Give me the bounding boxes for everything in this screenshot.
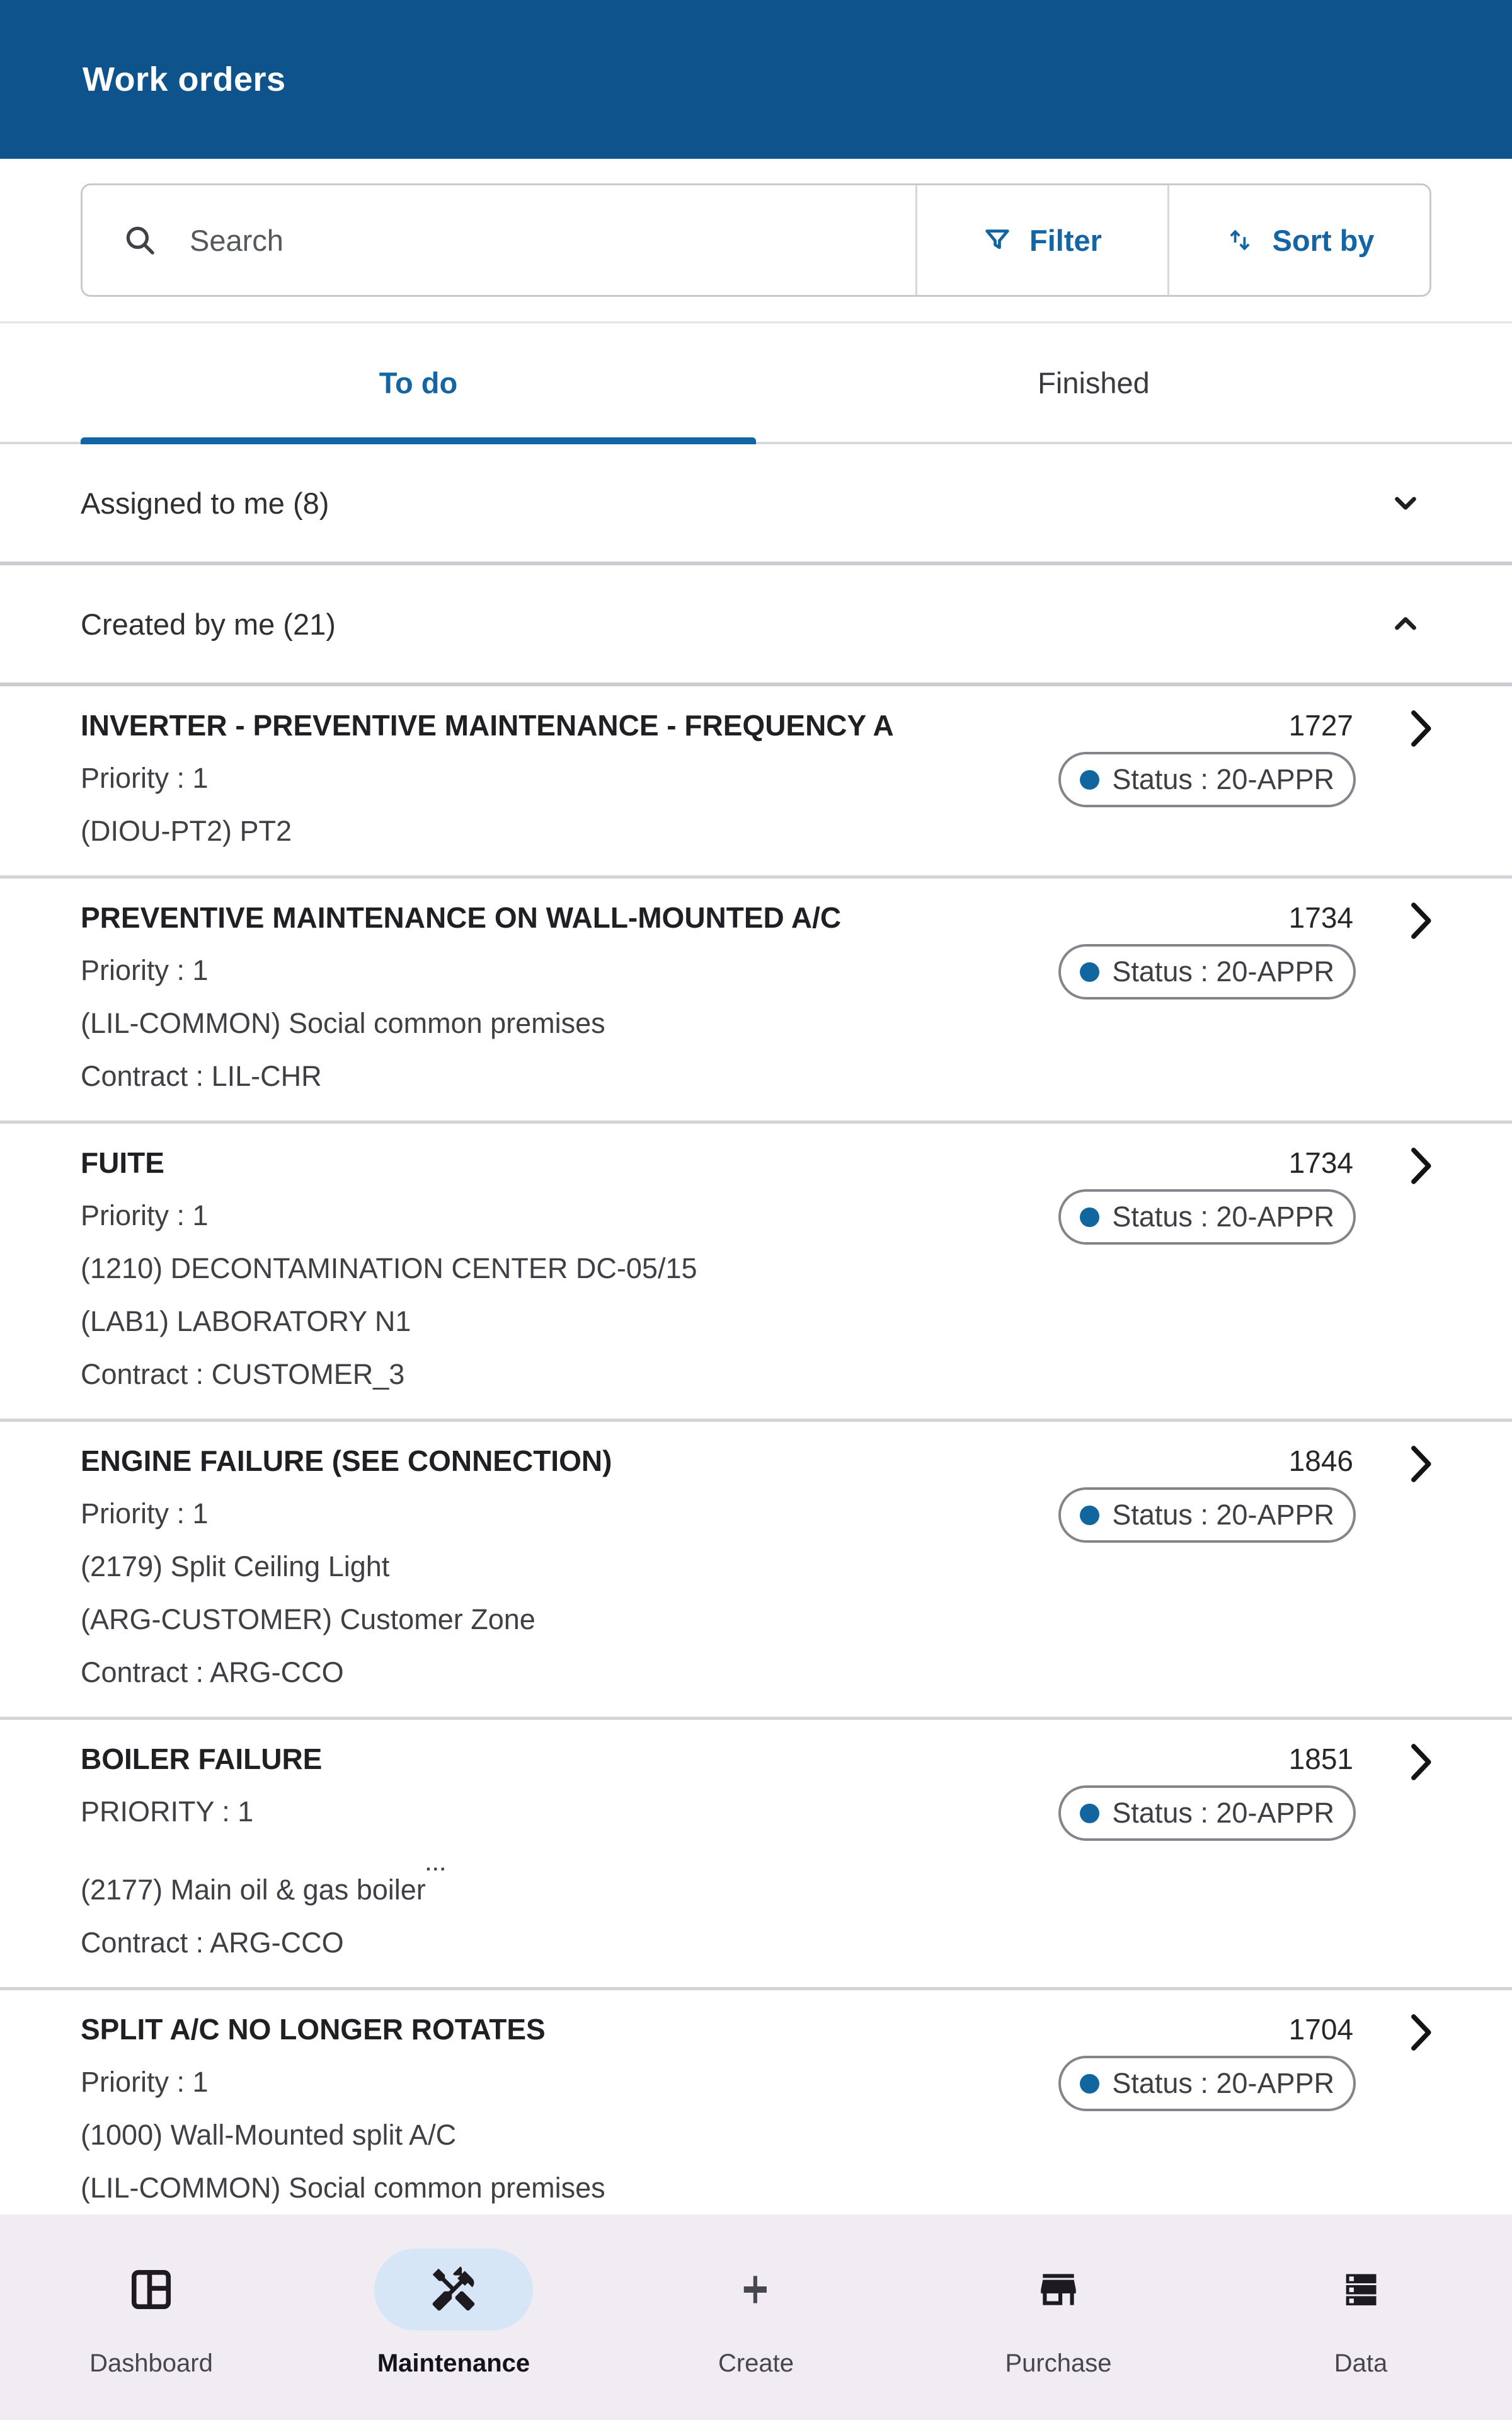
search-bar — [81, 183, 1431, 297]
chevron-right-icon[interactable] — [1407, 901, 1436, 940]
search-field-region[interactable] — [83, 185, 915, 295]
sort-button[interactable] — [1167, 185, 1429, 295]
status-dot-icon — [1080, 962, 1099, 982]
work-order-number: 1704 — [1288, 2013, 1353, 2046]
status-dot-icon — [1080, 1207, 1099, 1227]
nav-item-purchase[interactable] — [907, 2249, 1210, 2420]
tab-finished[interactable] — [756, 323, 1431, 442]
active-nav-pill — [374, 2249, 533, 2331]
work-order-detail: Priority : 1 — [81, 762, 209, 794]
status-dot-icon — [1080, 1506, 1099, 1525]
section-created-by-me[interactable] — [0, 565, 1512, 686]
work-order-detail: Contract : LIL-CHR — [81, 1060, 322, 1092]
work-order-row[interactable] — [0, 879, 1512, 1124]
search-input[interactable] — [190, 223, 915, 258]
tab-todo-label: To do — [379, 366, 458, 400]
nav-item-data[interactable] — [1210, 2249, 1512, 2420]
nav-icon-slot — [72, 2249, 231, 2331]
work-order-number: 1846 — [1288, 1444, 1353, 1477]
section-label: Created by me (21) — [81, 607, 336, 641]
status-badge — [1058, 752, 1356, 807]
work-order-detail: Priority : 1 — [81, 954, 209, 986]
nav-icon-slot — [1281, 2249, 1440, 2331]
nav-label: Purchase — [1005, 2349, 1112, 2377]
work-order-detail: (LIL-COMMON) Social common premises — [81, 2172, 605, 2204]
search-toolbar — [0, 159, 1512, 323]
filter-button[interactable] — [915, 185, 1167, 295]
status-dot-icon — [1080, 1804, 1099, 1823]
work-order-detail: Contract : ARG-CCO — [81, 1927, 344, 1959]
status-dot-icon — [1080, 2074, 1099, 2094]
status-text: Status : 20-APPR — [1112, 2067, 1334, 2100]
section-label: Assigned to me (8) — [81, 486, 329, 520]
work-order-detail: (ARG-CUSTOMER) Customer Zone — [81, 1603, 536, 1635]
nav-label: Dashboard — [89, 2349, 213, 2377]
status-badge — [1058, 1189, 1356, 1245]
work-order-title: INVERTER - PREVENTIVE MAINTENANCE - FREQUENCY A — [81, 709, 894, 742]
work-order-detail: (LAB1) LABORATORY N1 — [81, 1305, 411, 1337]
tabs — [0, 323, 1512, 444]
chevron-up-icon[interactable] — [1389, 607, 1423, 641]
nav-label: Create — [718, 2349, 794, 2377]
app-header — [0, 0, 1512, 159]
work-order-detail: PRIORITY : 1 — [81, 1795, 254, 1828]
work-order-row[interactable] — [0, 1720, 1512, 1990]
filter-label: Filter — [1029, 223, 1102, 257]
dashboard-icon — [127, 2266, 175, 2313]
chevron-right-icon[interactable] — [1407, 1743, 1436, 1782]
status-text: Status : 20-APPR — [1112, 763, 1334, 795]
filter-icon — [983, 226, 1012, 255]
section-assigned-to-me[interactable] — [0, 444, 1512, 565]
nav-item-dashboard[interactable] — [0, 2249, 302, 2420]
work-order-detail: Priority : 1 — [81, 1199, 209, 1231]
work-order-row[interactable] — [0, 1124, 1512, 1422]
nav-icon-slot — [979, 2249, 1138, 2331]
work-order-detail: (LIL-COMMON) Social common premises — [81, 1007, 605, 1039]
work-order-title: SPLIT A/C NO LONGER ROTATES — [81, 2013, 546, 2046]
nav-label: Data — [1334, 2349, 1388, 2377]
status-badge — [1058, 1487, 1356, 1543]
work-order-number: 1851 — [1288, 1743, 1353, 1775]
work-order-detail: (1210) DECONTAMINATION CENTER DC-05/15 — [81, 1252, 697, 1284]
status-text: Status : 20-APPR — [1112, 1201, 1334, 1233]
work-order-detail: (DIOU-PT2) PT2 — [81, 815, 292, 847]
status-text: Status : 20-APPR — [1112, 1499, 1334, 1531]
bottom-navigation — [0, 2215, 1512, 2420]
status-badge — [1058, 1785, 1356, 1841]
chevron-right-icon[interactable] — [1407, 2013, 1436, 2052]
chevron-right-icon[interactable] — [1407, 1444, 1436, 1484]
work-order-number: 1734 — [1288, 1146, 1353, 1179]
chevron-down-icon[interactable] — [1389, 486, 1423, 520]
tab-todo[interactable] — [81, 323, 756, 442]
status-badge — [1058, 2056, 1356, 2111]
work-order-title: BOILER FAILURE — [81, 1743, 323, 1775]
work-order-title: FUITE — [81, 1146, 164, 1179]
maintenance-icon — [428, 2264, 479, 2315]
tab-finished-label: Finished — [1038, 366, 1150, 400]
search-icon — [122, 222, 158, 258]
status-text: Status : 20-APPR — [1112, 955, 1334, 988]
status-badge — [1058, 944, 1356, 1000]
work-order-detail: Priority : 1 — [81, 1497, 209, 1530]
work-order-number: 1734 — [1288, 901, 1353, 934]
create-icon — [734, 2267, 778, 2312]
page-title: Work orders — [83, 60, 286, 98]
overflow-ellipsis: ... — [425, 1854, 447, 1875]
work-order-detail: Priority : 1 — [81, 2066, 209, 2099]
chevron-right-icon[interactable] — [1407, 1146, 1436, 1185]
status-dot-icon — [1080, 770, 1099, 790]
work-order-detail: Contract : ARG-CCO — [81, 1656, 344, 1688]
work-order-detail: Contract : CUSTOMER_3 — [81, 1358, 405, 1390]
work-order-detail: (2177) Main oil & gas boiler — [81, 1874, 426, 1906]
work-order-row[interactable] — [0, 1422, 1512, 1720]
work-order-list — [0, 686, 1512, 2288]
status-text: Status : 20-APPR — [1112, 1797, 1334, 1829]
active-tab-underline — [81, 437, 756, 444]
nav-item-create[interactable] — [605, 2249, 907, 2420]
purchase-icon — [1035, 2266, 1082, 2313]
work-order-title: PREVENTIVE MAINTENANCE ON WALL-MOUNTED A/C — [81, 901, 842, 934]
nav-label: Maintenance — [377, 2349, 530, 2377]
sort-icon — [1225, 225, 1255, 255]
work-order-detail: (2179) Split Ceiling Light — [81, 1550, 390, 1582]
work-order-title: ENGINE FAILURE (SEE CONNECTION) — [81, 1444, 612, 1477]
nav-item-maintenance[interactable] — [302, 2249, 605, 2420]
work-order-number: 1727 — [1288, 709, 1353, 742]
nav-icon-slot — [677, 2249, 835, 2331]
work-order-row[interactable] — [0, 686, 1512, 879]
data-icon — [1339, 2267, 1383, 2312]
work-order-detail: (1000) Wall-Mounted split A/C — [81, 2119, 457, 2152]
chevron-right-icon[interactable] — [1407, 709, 1436, 748]
sort-label: Sort by — [1272, 223, 1375, 257]
